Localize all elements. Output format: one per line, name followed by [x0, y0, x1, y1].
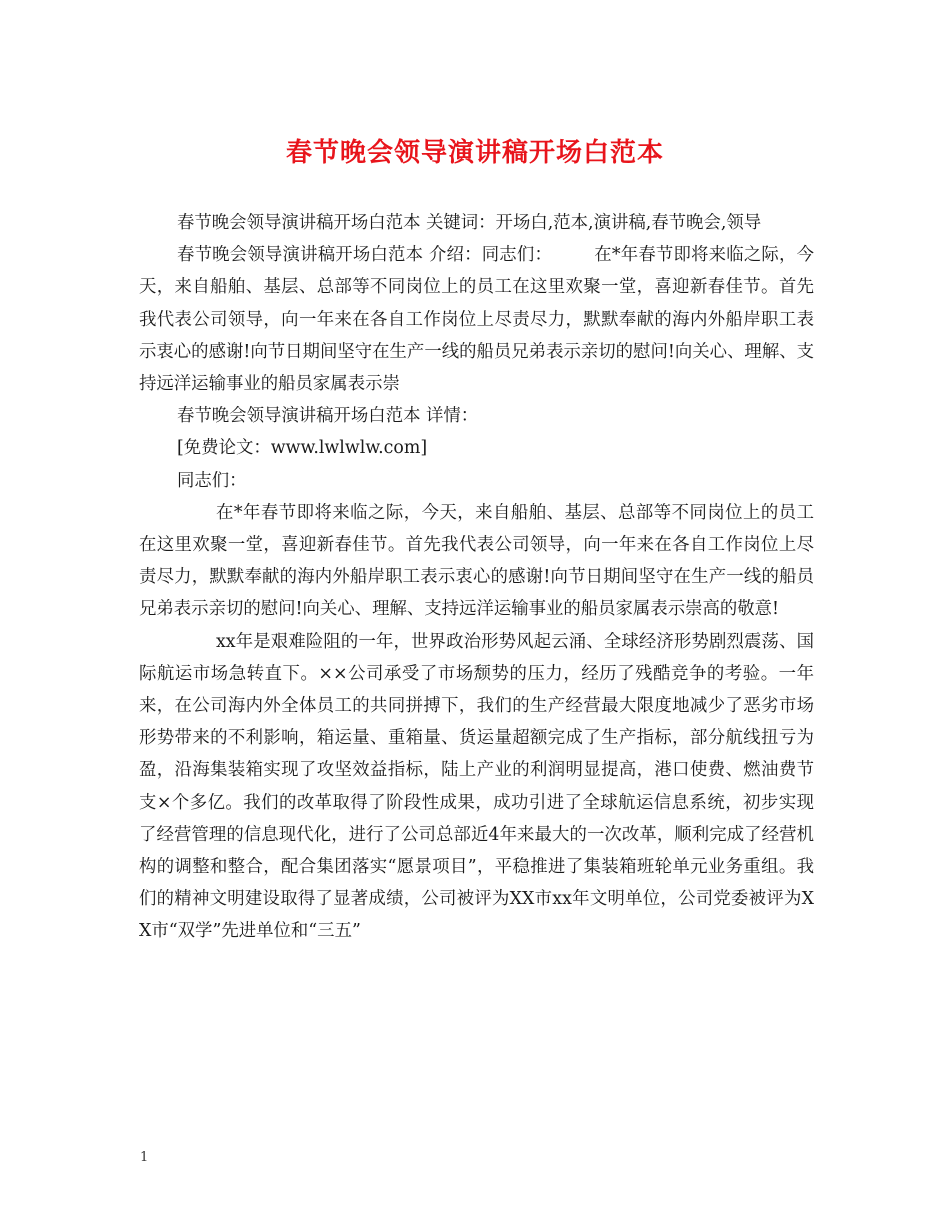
document-body: [139, 207, 814, 948]
document-title: 春节晚会领导演讲稿开场白范本: [285, 138, 664, 168]
intro-paragraph: [139, 239, 814, 400]
keywords-paragraph: 春节晚会领导演讲稿开场白范本 关键词：开场白,范本,演讲稿,春节晚会,领导: [177, 213, 762, 233]
intro-rest: 在*年春节即将来临之际，今天，来自船舶、基层、总部等不同岗位上的员工在这里欢聚一堂，喜迎新春佳节。首先我代表公司领导，向一年来在各自工作岗位上尽责尽力，默默奉献的海内外船岸职工表示衷心的感谢!向节日期间坚守在生产一线的船员兄弟表示亲切的慰问!向关心、理解、支持远洋运输事业的船员家属表示崇: [139, 245, 815, 395]
intro-prefix: 春节晚会领导演讲稿开场白范本 介绍：同志们：: [177, 245, 553, 266]
body-paragraph-1: 在*年春节即将来临之际，今天，来自船舶、基层、总部等不同岗位上的员工在这里欢聚一堂，喜迎新春佳节。首先我代表公司领导，向一年来在各自工作岗位上尽责尽力，默默奉献的海内外船岸职工表示衷心的感谢!向节日期间坚守在生产一线的船员兄弟表示亲切的慰问!向关心、理解、支持远洋运输事业的船员家属表示崇高的敬意!: [139, 502, 814, 620]
greeting-paragraph: 同志们：: [177, 470, 247, 491]
details-paragraph: 春节晚会领导演讲稿开场白范本 详情：: [177, 406, 479, 427]
source-paragraph: [免费论文：www.lwlwlw.com]: [177, 438, 428, 459]
body-paragraph-2: xx年是艰难险阻的一年，世界政治形势风起云涌、全球经济形势剧烈震荡、国际航运市场急转直下。××公司承受了市场颓势的压力，经历了残酷竞争的考验。一年来，在公司海内外全体员工的共同拼搏下，我们的生产经营最大限度地减少了恶劣市场形势带来的不利影响，箱运量、重箱量、货运量超额完成了生产指标，部分航线扭亏为盈，沿海集装箱实现了攻坚效益指标，陆上产业的利润明显提高，港口使费、燃油费节支×个多亿。我们的改革取得了阶段性成果，成功引进了全球航运信息系统，初步实现了经营管理的信息现代化，进行了公司总部近4年来最大的一次改革，顺利完成了经营机构的调整和整合，配合集团落实“愿景项目”，平稳推进了集装箱班轮单元业务重组。我们的精神文明建设取得了显著成绩，公司被评为XX市xx年文明单位，公司党委被评为XX市“双学”先进单位和“三五”: [139, 631, 814, 942]
page-number: 1: [140, 1150, 149, 1165]
